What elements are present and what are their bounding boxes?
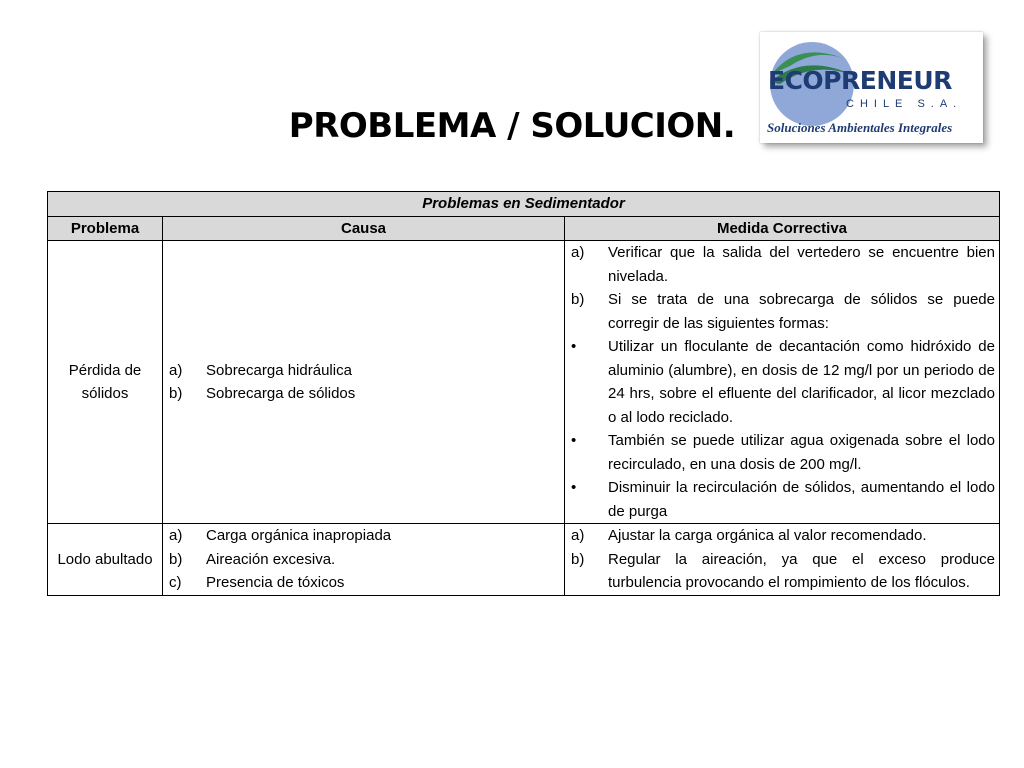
list-item: • Utilizar un floculante de decantación como hidróxido de aluminio (alumbre), en dosis de 12 mg/l por un periodo de 24 hrs, sobre el efluente del clarificador, al licor mezclado o al lodo reciclado.	[571, 338, 995, 426]
logo-subtitle: CHILE S.A.	[846, 98, 963, 110]
causa-cell	[163, 241, 565, 524]
table-row	[48, 241, 1000, 524]
sedimentador-table	[47, 191, 1000, 596]
list-item: b) Regular la aireación, ya que el exceso produce turbulencia provocando el rompimiento de los flóculos.	[571, 550, 995, 591]
table-row	[48, 524, 1000, 596]
causa-cell	[163, 524, 565, 596]
list-item: b) Si se trata de una sobrecarga de sólidos se puede corregir de las siguientes formas:	[571, 291, 995, 332]
list-item: a) Sobrecarga hidráulica	[169, 361, 352, 379]
problema-cell: Pérdida de sólidos	[48, 241, 163, 524]
list-item: b) Sobrecarga de sólidos	[169, 385, 356, 402]
list-item: • También se puede utilizar agua oxigenada sobre el lodo recirculado, en una dosis de 200 mg/l.	[571, 432, 995, 473]
logo-tagline: Soluciones Ambientales Integrales	[767, 120, 953, 135]
slide-title: PROBLEMA / SOLUCION.	[288, 106, 736, 146]
list-item: a) Carga orgánica inapropiada	[169, 527, 392, 544]
medida-cell	[565, 524, 1000, 596]
company-logo	[760, 32, 983, 143]
medida-cell	[565, 241, 1000, 524]
list-item: • Disminuir la recirculación de sólidos, aumentando el lodo de purga	[571, 479, 995, 520]
list-item: a) Verificar que la salida del vertedero se encuentre bien nivelada.	[571, 244, 995, 285]
table-caption: Problemas en Sedimentador	[48, 192, 1000, 217]
header-medida: Medida Correctiva	[565, 216, 1000, 241]
list-item: b) Aireación excesiva.	[169, 550, 336, 568]
list-item: c) Presencia de tóxicos	[169, 574, 345, 591]
problema-cell: Lodo abultado	[48, 524, 163, 596]
list-item: a) Ajustar la carga orgánica al valor recomendado.	[571, 527, 927, 544]
header-causa: Causa	[163, 216, 565, 241]
logo-brand-text: ECOPRENEUR	[768, 66, 952, 95]
header-problema: Problema	[48, 216, 163, 241]
